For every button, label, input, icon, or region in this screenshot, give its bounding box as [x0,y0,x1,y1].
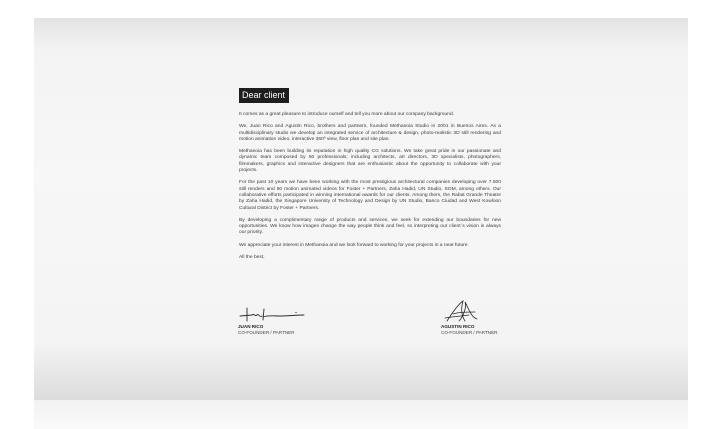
paragraph-founders: We, Juan Rico and Agustin Rico, brothers and partners, founded Methanoia Studio in 2001 in Buenos Aires. As a multidisciplinary studio we develop an integrated service of architecture & design, photo-realistic 3D still rendering and motion animation video, interactive 360º view, floor plan and site plan. [239,124,501,142]
paragraph-services: By developing a complimentary range of products and services, we seek for extending our boundaries for new opportunities. We know how images change the way people think and feel, so interpreting our client´s vision is always our priority. [239,217,501,236]
signature-role-agustin: CO-FOUNDER / PARTNER [441,329,498,335]
signature-agustin-image [441,299,501,323]
letter-body [239,85,501,267]
paragraph-history: For the past 10 years we have been working with the most prestigious architectural companies developing over 7.500 still renders and 50 motion animated videos for Foster + Partners, Zaha Hadid, UN Studio, SOM, among others. Our collaborative efforts participated in winning international awards for our clients. Among them, the Rabat Grande Theatre by Zaha Hadid, the Singapore University of Technology and Design by UN Studio, Banco Ciudad and West Kowloon Cultural District by Foster + Partners. [239,180,501,211]
paragraph-appreciation: We appreciate your interest in Methanoia and we look forward to working for your projects in a near future. [239,242,469,248]
paragraph-intro: It comes as a great pleasure to introduce ourself and tell you more about our company background. [239,112,455,117]
signature-role-juan: CO-FOUNDER / PARTNER [238,329,295,335]
signature-juan-image [238,299,318,323]
paragraph-closing: All the best, [239,255,265,261]
paragraph-reputation: Methanoia has been building its reputation in high quality CG solutions. We take great pride in our passionate and dynamic team composed by 50 professionals; including architects, art directors, 3D specialists, photographers, filmmakers, graphics and interactive designers that are enthusiastic about the opportunity to collaborate with your projects. [239,149,501,174]
sheet-floor [34,400,688,429]
signature-name-juan: JUAN RICO [238,324,264,329]
signature-name-agustin: AGUSTIN RICO [441,324,475,329]
letter-heading: Dear client [239,88,289,103]
signature-block-juan [238,299,328,335]
signature-block-agustin [441,299,531,335]
